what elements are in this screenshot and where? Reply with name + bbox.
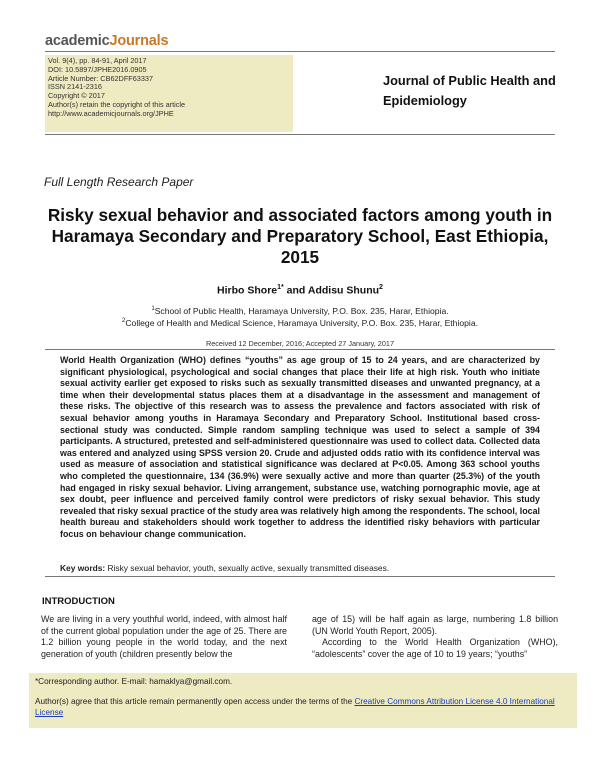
author-conjunction: and (283, 284, 308, 297)
author-2[interactable]: Addisu Shunu (307, 284, 380, 297)
abstract-text: World Health Organization (WHO) defines “youths” as age group of 15 to 24 years, and are characterized by significant physiological, psychological and social changes that place their life at high risk. Youth who initiate sexual activity earlier get exposed to risks such as sexually transmitted diseases and unwanted pregnancy, at a time when their developmental status places them at a disadvantage in the assessment and management of these risks. The objective of this research was to assess the prevalence and factors associated with risk of sexual behavior among youths in Haramaya Secondary and Preparatory School. Institutional based cross-sectional study was conducted. Simple random sampling technique was used to select a sample of 394 participants. A structured, pretested and self-administered questionnaire was used to collect data. Collected data was entered and analyzed using SPSS version 20. Crude and adjusted odds ratio with its confidence interval was used as measure of association and statistical significance was declared at P<0.05. Among 363 school youths who completed the questionnaire, 134 (36.9%) were sexually active and more than quarter (25.3%) of the youth had engaged in risky sexual behavior. Living arrangement, substance use, watching pornographic movie, age at sex doubt, peer influence and perceived family control were predictors of risky sexual behavior. This study revealed that risky sexual practice of the study area was relatively high among the respondents. The school, local health bureau and stakeholders should work together to address the identified risky behaviors with particular focus on behaviour change communication. (60, 355, 540, 539)
meta-author-rights: Author(s) retain the copyright of this article (48, 99, 186, 109)
license-text: Author(s) agree that this article remain permanently open access under the terms of the (35, 697, 355, 706)
meta-issn: ISSN 2141-2316 (48, 82, 102, 92)
header-rule (45, 51, 555, 52)
affiliation-2 (0, 318, 600, 328)
publisher-logo (45, 33, 168, 49)
intro-right-column (312, 614, 558, 660)
meta-copyright: Copyright © 2017 (48, 91, 105, 101)
intro-right-paragraph-1: age of 15) will be half again as large, numbering 1.8 billion (UN World Youth Report, 2005). (312, 614, 558, 636)
intro-left-column (41, 614, 287, 660)
affiliation-2-marker: 2 (121, 318, 126, 325)
affiliation-1 (0, 306, 600, 316)
meta-rule (45, 134, 555, 135)
author-1-marker: 1* (277, 284, 284, 291)
intro-left-paragraph: We are living in a very youthful world, indeed, with almost half of the current global population under the age of 25. There are 1.2 billion young people in the world today, and the next generation of youth (children presently below the (41, 614, 287, 659)
paper-title: Risky sexual behavior and associated factors among youth in Haramaya Secondary and Preparatory School, East Ethiopia, 2015 (47, 205, 553, 267)
article-meta-box (45, 55, 293, 132)
intro-right-paragraph-2: According to the World Health Organization (WHO), “adolescents” cover the age of 10 to 19 years; “youths” (312, 637, 558, 659)
keywords-label: Key words: (60, 563, 106, 573)
affiliation-1-text: School of Public Health, Haramaya University, P.O. Box. 235, Harar, Ethiopia. (154, 306, 449, 316)
author-2-marker: 2 (379, 284, 383, 291)
author-1[interactable]: Hirbo Shore (217, 284, 278, 297)
logo-part-journals: Journals (109, 33, 169, 49)
affiliation-2-text: College of Health and Medical Science, Haramaya University, P.O. Box. 235, Harar, Ethiopia. (125, 318, 479, 328)
author-line (0, 284, 600, 297)
keywords (60, 563, 540, 573)
footnote-box (29, 673, 577, 728)
keywords-rule (45, 576, 555, 577)
introduction-heading: INTRODUCTION (42, 596, 115, 607)
license-notice (35, 696, 571, 718)
journal-name: Journal of Public Health and Epidemiology (383, 73, 556, 108)
paper-type: Full Length Research Paper (44, 175, 194, 189)
logo-part-academic: academic (45, 33, 110, 49)
received-dates: Received 12 December, 2016; Accepted 27 January, 2017 (205, 339, 395, 348)
abstract-top-rule (45, 349, 555, 350)
affiliation-1-marker: 1 (151, 306, 155, 313)
meta-url[interactable]: http://www.academicjournals.org/JPHE (48, 108, 174, 118)
corresponding-author: *Corresponding author. E-mail: hamaklya@gmail.com. (35, 677, 233, 686)
meta-doi: DOI: 10.5897/JPHE2016.0905 (48, 64, 147, 74)
meta-volume: Vol. 9(4), pp. 84-91, April 2017 (48, 56, 147, 65)
meta-article-number: Article Number: CB62DFF63337 (48, 73, 154, 83)
keywords-text: Risky sexual behavior, youth, sexually active, sexually transmitted diseases. (105, 563, 390, 573)
license-link[interactable]: Creative Commons Attribution License 4.0 International License (35, 697, 555, 717)
